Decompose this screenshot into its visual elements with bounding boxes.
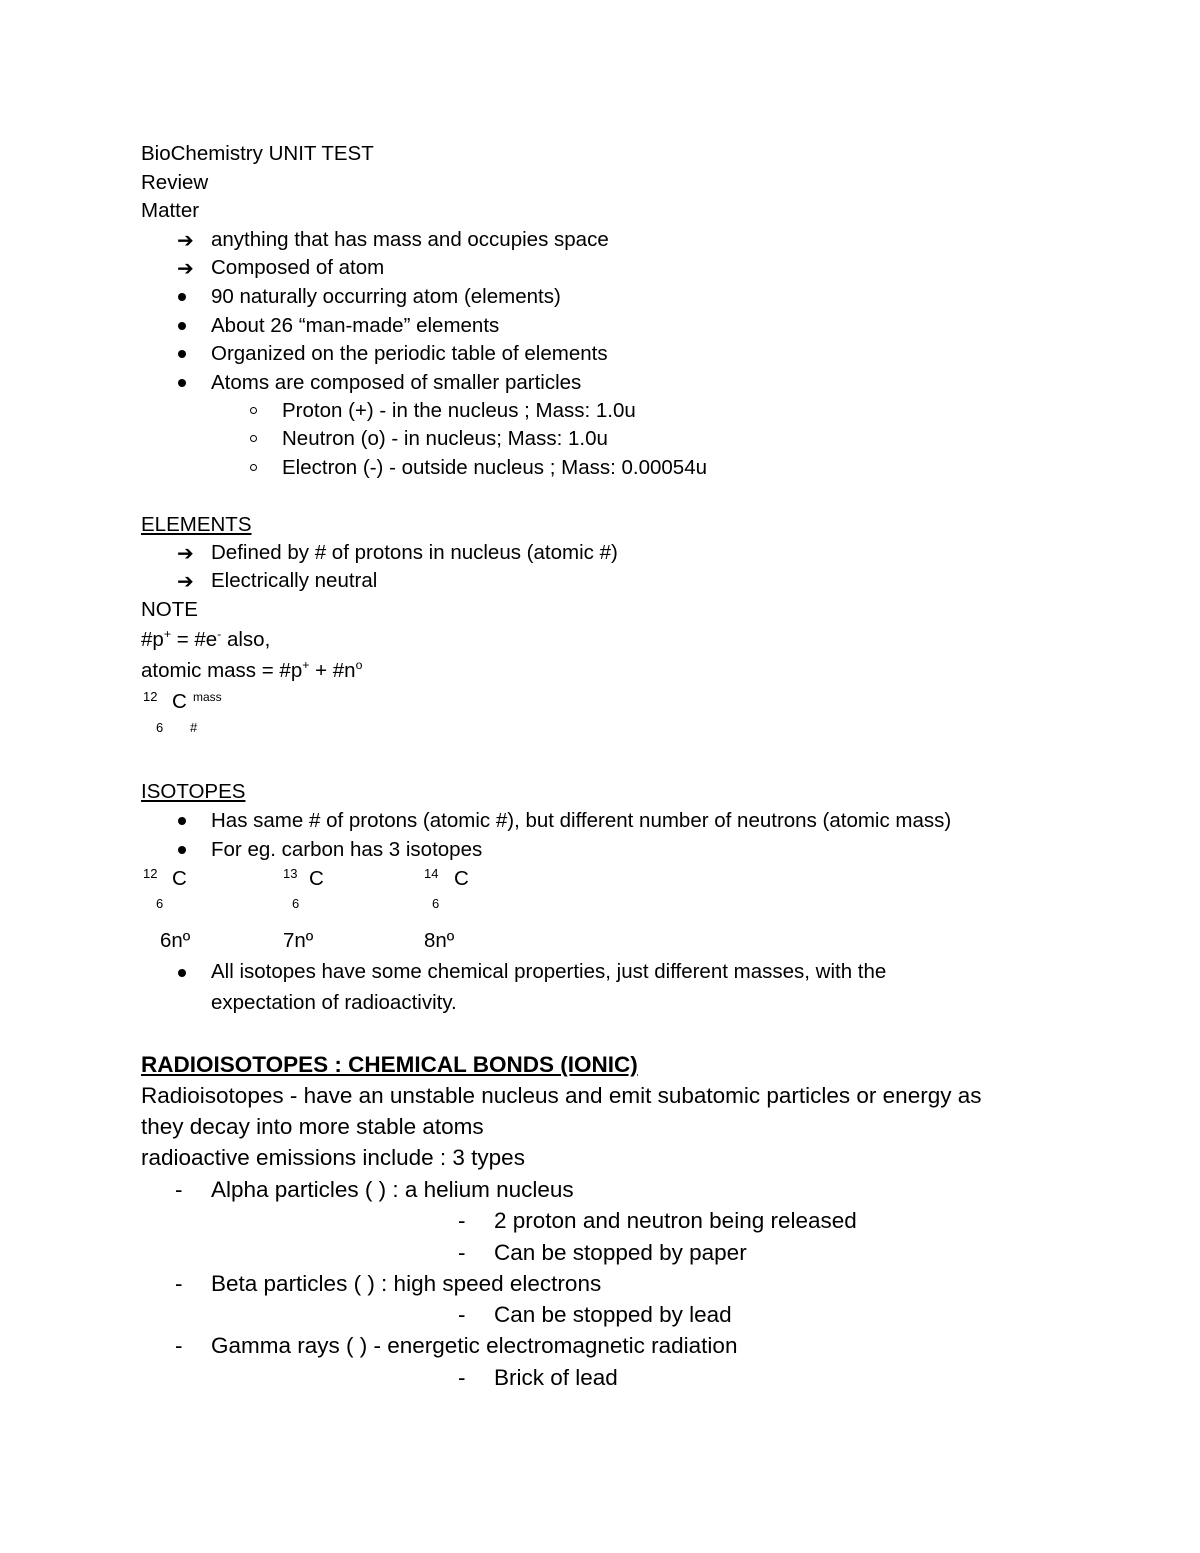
bullet-dot-icon <box>178 350 186 358</box>
doc-subtitle: Review <box>141 171 209 194</box>
elements-arrow-item: Defined by # of protons in nucleus (atomic #) <box>211 541 618 564</box>
matter-bullet-item: Organized on the periodic table of elements <box>211 342 608 365</box>
hollow-bullet-icon <box>250 464 257 471</box>
matter-arrow-item: Composed of atom <box>211 256 385 279</box>
isotope-neutrons: 7nº <box>283 929 314 952</box>
isotope-symbol: C <box>172 867 187 890</box>
matter-arrow-item: anything that has mass and occupies space <box>211 228 609 251</box>
matter-bullet-item: Atoms are composed of smaller particles <box>211 371 582 394</box>
beta-sub-item: Can be stopped by lead <box>494 1302 732 1327</box>
arrow-bullet-icon: ➔ <box>177 569 194 593</box>
notation-mass-number: 12 <box>143 689 158 704</box>
notation-mass-label: mass <box>193 690 222 704</box>
radio-def-line2: they decay into more stable atoms <box>141 1114 484 1139</box>
isotopes-heading: ISOTOPES <box>141 780 246 803</box>
particle-item: Neutron (o) - in nucleus; Mass: 1.0u <box>282 427 608 450</box>
arrow-bullet-icon: ➔ <box>177 256 194 280</box>
bullet-dot-icon <box>178 293 186 301</box>
isotope-neutrons: 8nº <box>424 929 455 952</box>
particle-item: Proton (+) - in the nucleus ; Mass: 1.0u <box>282 399 636 422</box>
bullet-dot-icon <box>178 322 186 330</box>
bullet-dot-icon <box>178 379 186 387</box>
isotopes-bullet-item: For eg. carbon has 3 isotopes <box>211 838 483 861</box>
isotope-symbol: C <box>454 867 469 890</box>
radio-def-line1: Radioisotopes - have an unstable nucleus and emit subatomic particles or energy as <box>141 1083 982 1108</box>
dash-bullet: - <box>458 1240 466 1265</box>
dash-bullet: - <box>458 1302 466 1327</box>
elements-arrow-item: Electrically neutral <box>211 569 378 592</box>
formula-atomic-mass: atomic mass = #p+ + $\#n^o$ <box>141 658 363 682</box>
dash-bullet: - <box>175 1271 183 1296</box>
beta-item: Beta particles ( ) : high speed electrons <box>211 1271 602 1296</box>
gamma-sub-item: Brick of lead <box>494 1365 618 1390</box>
doc-title: BioChemistry UNIT TEST <box>141 142 374 165</box>
dash-bullet: - <box>175 1333 183 1358</box>
gamma-item: Gamma rays ( ) - energetic electromagnetic radiation <box>211 1333 738 1358</box>
isotope-mass-number: 13 <box>283 866 298 881</box>
note-label: NOTE <box>141 598 198 621</box>
isotope-atomic-number: 6 <box>156 896 164 911</box>
isotopes-bullet-item: Has same # of protons (atomic #), but different number of neutrons (atomic mass) <box>211 809 952 832</box>
notation-symbol: C <box>172 690 187 713</box>
alpha-sub-item: Can be stopped by paper <box>494 1240 747 1265</box>
matter-bullet-item: 90 naturally occurring atom (elements) <box>211 285 561 308</box>
arrow-bullet-icon: ➔ <box>177 541 194 565</box>
particle-item: Electron (-) - outside nucleus ; Mass: 0.00054u <box>282 456 708 479</box>
hollow-bullet-icon <box>250 435 257 442</box>
isotopes-last-bullet-line1: All isotopes have some chemical properties, just different masses, with the <box>211 960 887 983</box>
matter-heading: Matter <box>141 199 200 222</box>
radio-emissions: radioactive emissions include : 3 types <box>141 1145 525 1170</box>
alpha-item: Alpha particles ( ) : a helium nucleus <box>211 1177 574 1202</box>
isotope-atomic-number: 6 <box>432 896 440 911</box>
bullet-dot-icon <box>178 846 186 854</box>
isotope-mass-number: 12 <box>143 866 158 881</box>
dash-bullet: - <box>458 1365 466 1390</box>
notation-atomic-number: 6 <box>156 720 164 735</box>
isotope-atomic-number: 6 <box>292 896 300 911</box>
isotope-symbol: C <box>309 867 324 890</box>
formula-protons-electrons: #p+ = #e- also, <box>141 627 271 651</box>
dash-bullet: - <box>458 1208 466 1233</box>
hollow-bullet-icon <box>250 407 257 414</box>
elements-heading: ELEMENTS <box>141 513 252 536</box>
alpha-sub-item: 2 proton and neutron being released <box>494 1208 857 1233</box>
radio-heading: RADIOISOTOPES : CHEMICAL BONDS (IONIC) <box>141 1052 638 1077</box>
dash-bullet: - <box>175 1177 183 1202</box>
isotopes-last-bullet-line2: expectation of radioactivity. <box>211 991 457 1014</box>
notation-hash-label: # <box>190 720 198 735</box>
bullet-dot-icon <box>178 817 186 825</box>
arrow-bullet-icon: ➔ <box>177 228 194 252</box>
bullet-dot-icon <box>178 969 186 977</box>
isotope-mass-number: 14 <box>424 866 439 881</box>
isotope-neutrons: 6nº <box>160 929 191 952</box>
matter-bullet-item: About 26 “man-made” elements <box>211 314 500 337</box>
